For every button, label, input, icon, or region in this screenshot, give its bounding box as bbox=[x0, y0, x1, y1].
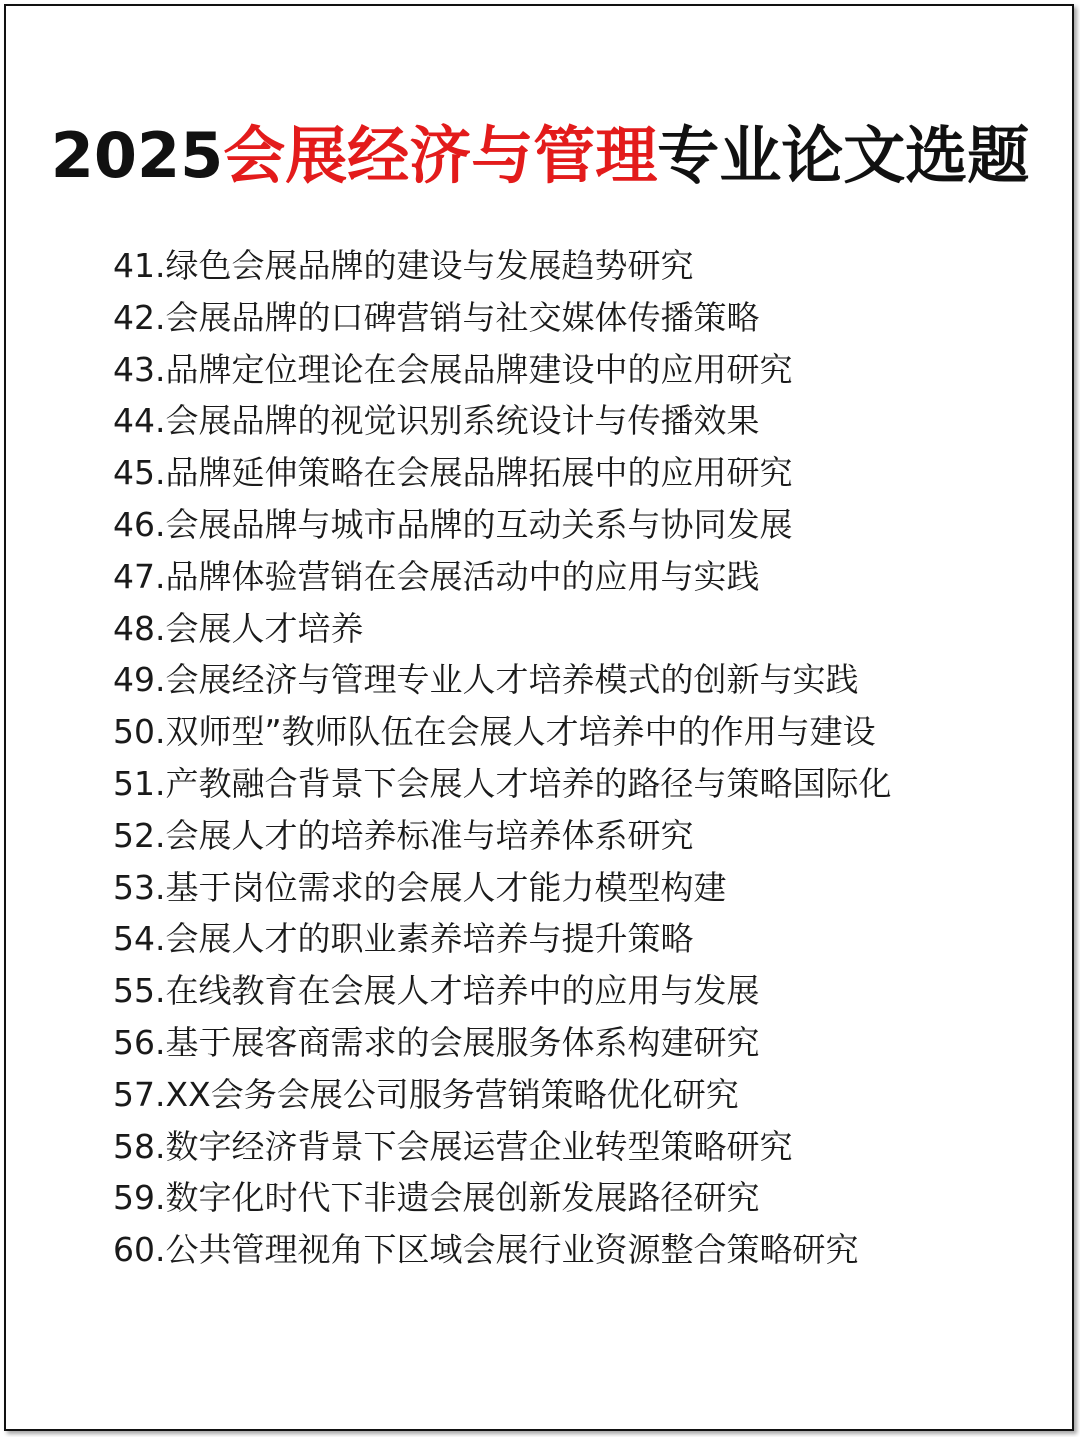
title-suffix: 专业论文选题 bbox=[657, 118, 1030, 192]
topic-item: 49.会展经济与管理专业人才培养模式的创新与实践 bbox=[113, 660, 859, 700]
topic-item: 54.会展人才的职业素养培养与提升策略 bbox=[113, 919, 694, 959]
topic-item: 53.基于岗位需求的会展人才能力模型构建 bbox=[113, 867, 727, 907]
topic-item: 52.会展人才的培养标准与培养体系研究 bbox=[113, 815, 694, 855]
topic-item: 43.品牌定位理论在会展品牌建设中的应用研究 bbox=[113, 349, 793, 389]
topic-item: 45.品牌延伸策略在会展品牌拓展中的应用研究 bbox=[113, 453, 793, 493]
topic-item: 56.基于展客商需求的会展服务体系构建研究 bbox=[113, 1022, 760, 1062]
topic-item: 55.在线教育在会展人才培养中的应用与发展 bbox=[113, 971, 760, 1011]
topic-item: 41.绿色会展品牌的建设与发展趋势研究 bbox=[113, 246, 694, 285]
topic-item: 57.XX会务会展公司服务营销策略优化研究 bbox=[113, 1074, 739, 1114]
topic-item: 47.品牌体验营销在会展活动中的应用与实践 bbox=[113, 556, 760, 596]
title-highlight: 会展经济与管理 bbox=[223, 118, 658, 192]
topic-item: 42.会展品牌的口碑营销与社交媒体传播策略 bbox=[113, 297, 760, 337]
topic-item: 51.产教融合背景下会展人才培养的路径与策略国际化 bbox=[113, 763, 892, 803]
topic-item: 48.会展人才培养 bbox=[113, 608, 364, 648]
topic-item: 46.会展品牌与城市品牌的互动关系与协同发展 bbox=[113, 504, 793, 544]
topic-item: 60.公共管理视角下区域会展行业资源整合策略研究 bbox=[113, 1230, 859, 1270]
topic-list bbox=[113, 240, 891, 1276]
topic-item: 44.会展品牌的视觉识别系统设计与传播效果 bbox=[113, 401, 760, 441]
title-year: 2025 bbox=[50, 118, 224, 192]
topic-item: 59.数字化时代下非遗会展创新发展路径研究 bbox=[113, 1178, 760, 1218]
topic-item: 50.双师型”教师队伍在会展人才培养中的作用与建设 bbox=[113, 712, 876, 752]
topic-item: 58.数字经济背景下会展运营企业转型策略研究 bbox=[113, 1126, 793, 1166]
page-title bbox=[0, 114, 1080, 198]
